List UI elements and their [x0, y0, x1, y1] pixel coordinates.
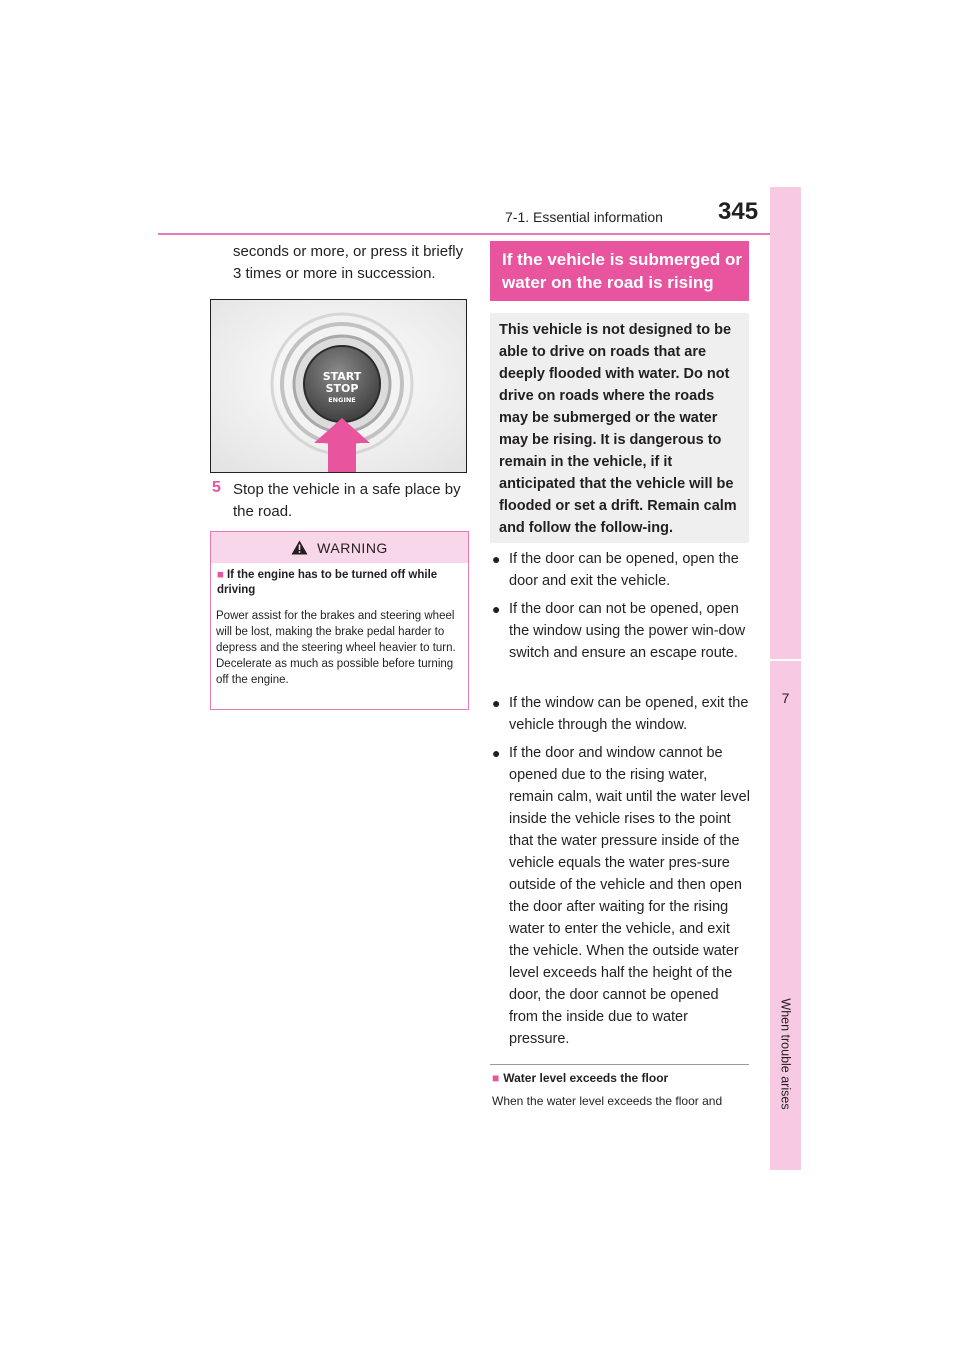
bullet-dot-icon: ● — [492, 695, 501, 711]
bullet-dot-icon: ● — [492, 745, 501, 761]
button-label-stop: STOP — [325, 382, 359, 395]
page-number: 345 — [718, 198, 759, 225]
engine-switch-illustration — [211, 300, 466, 472]
subsection-title: Water level exceeds the floor — [503, 1071, 669, 1085]
square-bullet-icon: ■ — [492, 1071, 500, 1085]
warning-title: WARNING — [317, 539, 388, 556]
bullet-dot-icon: ● — [492, 551, 501, 567]
notice-text: This vehicle is not designed to be able to drive on roads that are deeply flooded with water. Do not drive on roads where the roads may be submerged or the water may be rising. It is dangerous to remain in the vehicle, if it anticipated that the vehicle will be flooded or set a drift. Remain calm and follow the follow-ing. — [499, 322, 737, 536]
warning-body: Power assist for the brakes and steering wheel will be lost, making the brake pedal harder to depress and the steering wheel heavier to turn. Decelerate as much as possible before turning off the engine. — [216, 610, 456, 686]
list-item-text: If the window can be opened, exit the vehicle through the window. — [509, 695, 749, 733]
tab-divider — [770, 659, 801, 661]
warning-header — [211, 532, 468, 563]
chapter-number: 7 — [781, 690, 790, 706]
engine-switch-photo — [210, 299, 467, 473]
continued-step-text: seconds or more, or press it briefly 3 times or more in succession. — [233, 243, 464, 282]
chapter-title-vertical — [773, 984, 799, 1124]
warning-triangle-icon — [291, 540, 308, 555]
step-text: Stop the vehicle in a safe place by the road. — [233, 481, 461, 520]
button-label-engine: ENGINE — [328, 396, 356, 404]
list-item-text: If the door and window cannot be opened due to the rising water, remain calm, wait until the water level inside the vehicle rises to the point that the water pressure inside of the vehicle equals the water pres-sure outside of the vehicle and then open the door after waiting for the rising water to enter the vehicle, and exit the vehicle. When the outside water level exceeds half the height of the door, the door cannot be opened from the inside due to water pressure. — [509, 745, 750, 1047]
chapter-title: When trouble arises — [779, 998, 794, 1110]
section-heading-box — [490, 241, 749, 301]
step-number: 5 — [212, 479, 221, 496]
square-bullet-icon: ■ — [217, 569, 224, 581]
header-rule — [158, 233, 770, 235]
subsection-text: When the water level exceeds the floor and — [492, 1094, 723, 1108]
section-heading: If the vehicle is submerged or water on the road is rising — [502, 250, 742, 292]
warning-subtitle-row — [217, 568, 463, 598]
warning-subtitle: If the engine has to be turned off while driving — [217, 569, 438, 596]
button-label-start: START — [322, 370, 362, 383]
list-item-text: If the door can not be opened, open the window using the power win-dow switch and ensure an escape route. — [509, 601, 746, 661]
subsection-heading-row — [492, 1071, 668, 1085]
section-title: 7-1. Essential information — [505, 209, 663, 225]
list-item-text: If the door can be opened, open the door and exit the vehicle. — [509, 551, 739, 589]
subsection-rule — [490, 1064, 749, 1065]
notice-box — [490, 313, 749, 543]
warning-box — [210, 531, 469, 710]
chapter-side-tab — [770, 187, 801, 1170]
bullet-dot-icon: ● — [492, 601, 501, 617]
